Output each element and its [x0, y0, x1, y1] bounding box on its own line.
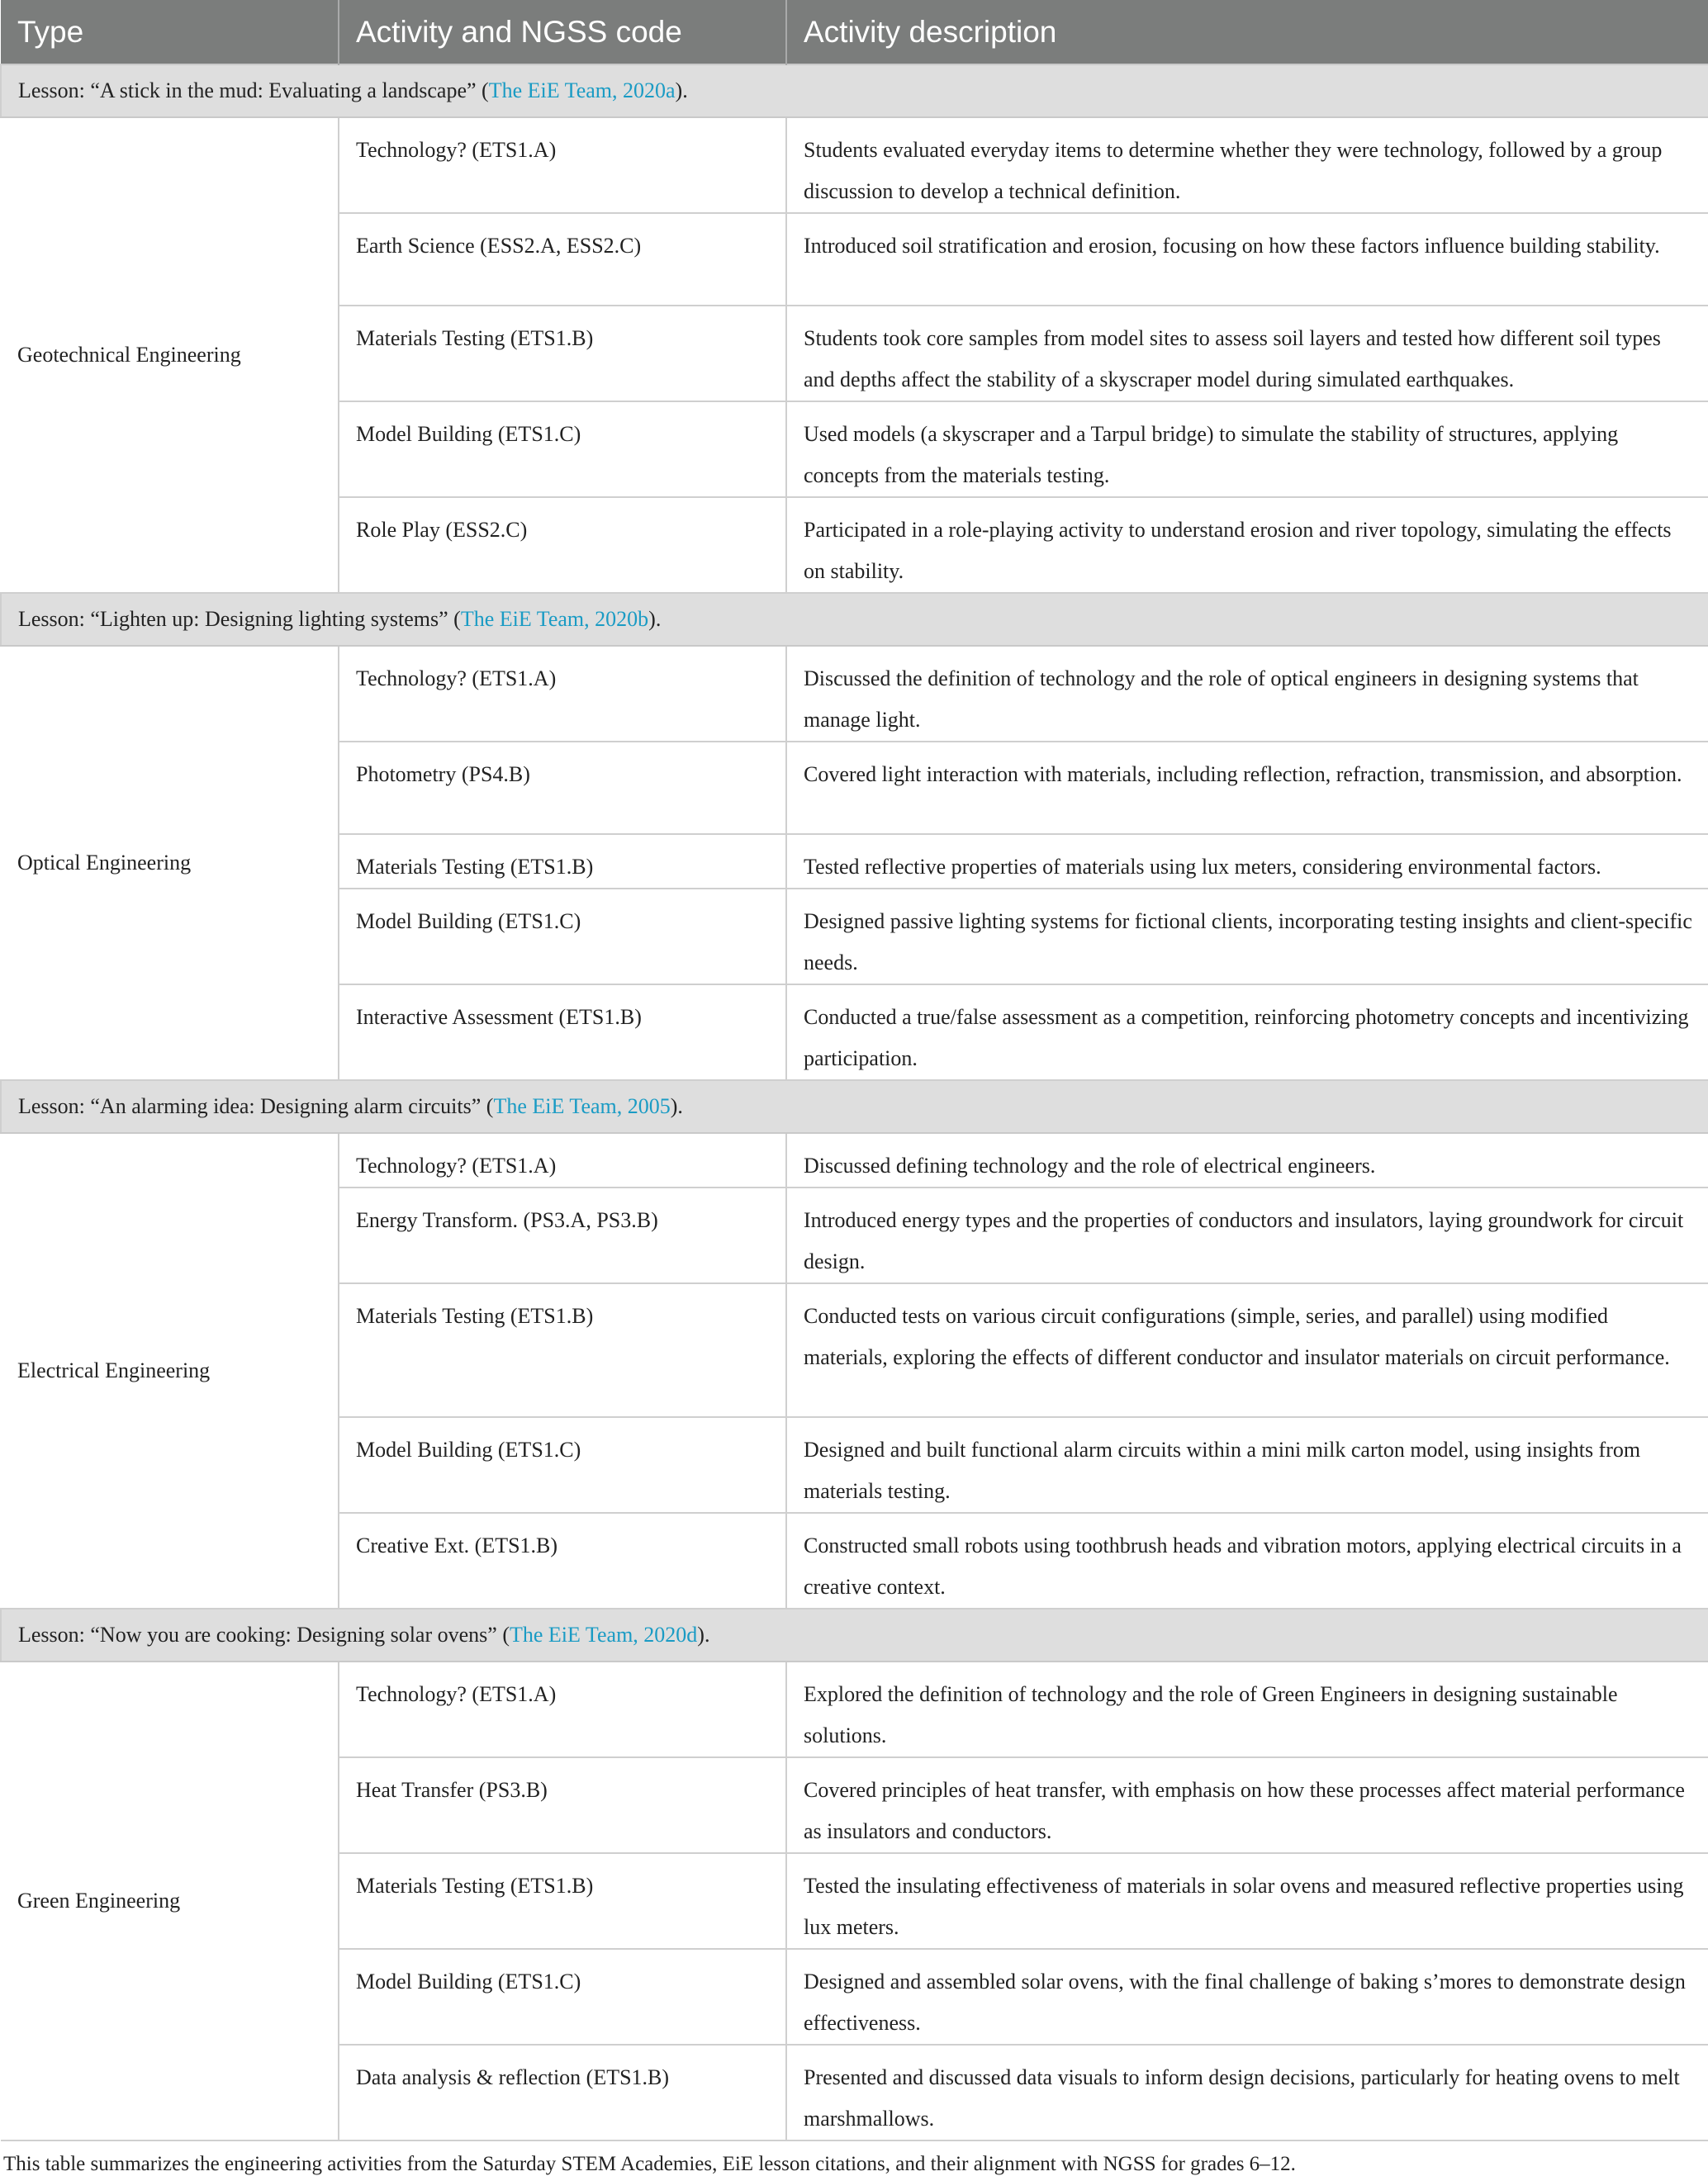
- activity-cell: Materials Testing (ETS1.B): [339, 834, 786, 889]
- description-cell: Used models (a skyscraper and a Tarpul bridge) to simulate the stability of structures, applying concepts from the materials testing.: [786, 401, 1708, 497]
- activity-cell: Heat Transfer (PS3.B): [339, 1757, 786, 1853]
- activity-cell: Model Building (ETS1.C): [339, 401, 786, 497]
- description-cell: Designed passive lighting systems for fictional clients, incorporating testing insights and client-specific needs.: [786, 889, 1708, 984]
- description-cell: Conducted tests on various circuit configurations (simple, series, and parallel) using modified materials, exploring the effects of different conductor and insulator materials on circuit performance.: [786, 1283, 1708, 1417]
- activity-cell: Earth Science (ESS2.A, ESS2.C): [339, 213, 786, 306]
- header-description: Activity description: [786, 0, 1708, 64]
- activity-cell: Model Building (ETS1.C): [339, 1417, 786, 1513]
- activity-cell: Model Building (ETS1.C): [339, 889, 786, 984]
- activity-cell: Creative Ext. (ETS1.B): [339, 1513, 786, 1609]
- engineering-type: Optical Engineering: [1, 646, 339, 1080]
- activity-cell: Technology? (ETS1.A): [339, 117, 786, 213]
- description-cell: Designed and built functional alarm circuits within a mini milk carton model, using insights from materials testing.: [786, 1417, 1708, 1513]
- citation-link[interactable]: The EiE Team, 2020d: [509, 1623, 698, 1647]
- table-row: [1, 1662, 1708, 1757]
- header-type: Type: [1, 0, 339, 64]
- description-cell: Participated in a role-playing activity to understand erosion and river topology, simulating the effects on stability.: [786, 497, 1708, 593]
- activity-cell: Energy Transform. (PS3.A, PS3.B): [339, 1188, 786, 1283]
- description-cell: Constructed small robots using toothbrush heads and vibration motors, applying electrical circuits in a creative context.: [786, 1513, 1708, 1609]
- description-cell: Students took core samples from model sites to assess soil layers and tested how different soil types and depths affect the stability of a skyscraper model during simulated earthquakes.: [786, 306, 1708, 401]
- table-footnote: This table summarizes the engineering activities from the Saturday STEM Academies, EiE lesson citations, and their alignment with NGSS for grades 6–12.: [3, 2153, 1296, 2175]
- engineering-type: Geotechnical Engineering: [1, 117, 339, 593]
- description-cell: Covered light interaction with materials, including reflection, refraction, transmission, and absorption.: [786, 742, 1708, 834]
- description-cell: Discussed defining technology and the role of electrical engineers.: [786, 1133, 1708, 1188]
- activity-cell: Photometry (PS4.B): [339, 742, 786, 834]
- engineering-type: Electrical Engineering: [1, 1133, 339, 1609]
- table-row: [1, 1133, 1708, 1188]
- table-row: [1, 646, 1708, 742]
- activity-cell: Materials Testing (ETS1.B): [339, 306, 786, 401]
- description-cell: Introduced energy types and the properties of conductors and insulators, laying groundwork for circuit design.: [786, 1188, 1708, 1283]
- description-cell: Conducted a true/false assessment as a competition, reinforcing photometry concepts and incentivizing participation.: [786, 984, 1708, 1080]
- description-cell: Designed and assembled solar ovens, with the final challenge of baking s’mores to demonstrate design effectiveness.: [786, 1949, 1708, 2045]
- description-cell: Covered principles of heat transfer, with emphasis on how these processes affect material performance as insulators and conductors.: [786, 1757, 1708, 1853]
- lesson-title: Lesson: “An alarming idea: Designing alarm circuits” (The EiE Team, 2005).: [1, 1080, 1708, 1133]
- lesson-title: Lesson: “A stick in the mud: Evaluating a landscape” (The EiE Team, 2020a).: [1, 64, 1708, 117]
- lesson-row: [1, 1609, 1708, 1662]
- description-cell: Students evaluated everyday items to determine whether they were technology, followed by a group discussion to develop a technical definition.: [786, 117, 1708, 213]
- activity-cell: Model Building (ETS1.C): [339, 1949, 786, 2045]
- citation-link[interactable]: The EiE Team, 2020b: [460, 607, 649, 632]
- activity-cell: Interactive Assessment (ETS1.B): [339, 984, 786, 1080]
- activity-cell: Technology? (ETS1.A): [339, 1133, 786, 1188]
- activity-cell: Materials Testing (ETS1.B): [339, 1283, 786, 1417]
- description-cell: Introduced soil stratification and erosion, focusing on how these factors influence building stability.: [786, 213, 1708, 306]
- citation-link[interactable]: The EiE Team, 2020a: [488, 78, 676, 103]
- activity-cell: Technology? (ETS1.A): [339, 1662, 786, 1757]
- activity-cell: Role Play (ESS2.C): [339, 497, 786, 593]
- activity-cell: Technology? (ETS1.A): [339, 646, 786, 742]
- activity-cell: Data analysis & reflection (ETS1.B): [339, 2045, 786, 2140]
- lesson-row: [1, 64, 1708, 117]
- lesson-row: [1, 593, 1708, 646]
- table-row: [1, 117, 1708, 213]
- engineering-type: Green Engineering: [1, 1662, 339, 2140]
- lesson-title: Lesson: “Lighten up: Designing lighting systems” (The EiE Team, 2020b).: [1, 593, 1708, 646]
- description-cell: Presented and discussed data visuals to inform design decisions, particularly for heating ovens to melt marshmallows.: [786, 2045, 1708, 2140]
- description-cell: Tested the insulating effectiveness of materials in solar ovens and measured reflective properties using lux meters.: [786, 1853, 1708, 1949]
- description-cell: Discussed the definition of technology and the role of optical engineers in designing systems that manage light.: [786, 646, 1708, 742]
- description-cell: Explored the definition of technology and the role of Green Engineers in designing sustainable solutions.: [786, 1662, 1708, 1757]
- lesson-row: [1, 1080, 1708, 1133]
- header-row: [1, 0, 1708, 64]
- citation-link[interactable]: The EiE Team, 2005: [493, 1094, 671, 1119]
- activity-cell: Materials Testing (ETS1.B): [339, 1853, 786, 1949]
- description-cell: Tested reflective properties of materials using lux meters, considering environmental factors.: [786, 834, 1708, 889]
- header-activity: Activity and NGSS code: [339, 0, 786, 64]
- lesson-title: Lesson: “Now you are cooking: Designing solar ovens” (The EiE Team, 2020d).: [1, 1609, 1708, 1662]
